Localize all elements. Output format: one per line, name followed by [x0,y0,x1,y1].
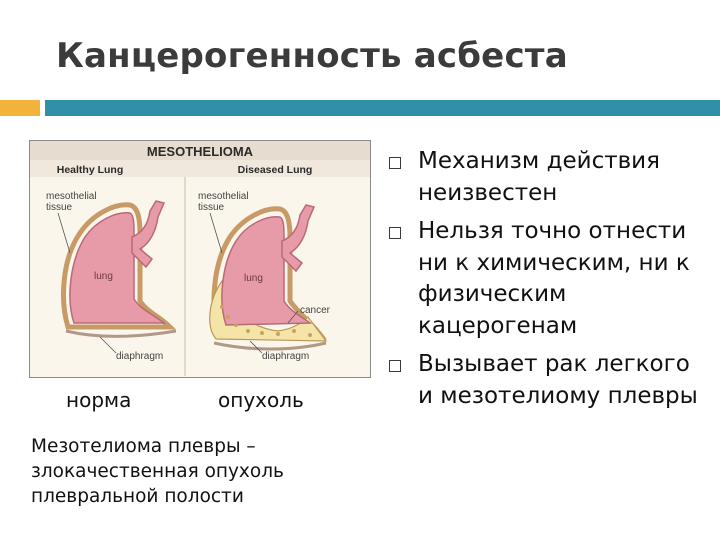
tissue-label-left: tissue [46,202,73,213]
mesothelioma-figure [29,140,371,378]
lung-label-right: lung [244,273,263,284]
mesothelial-pointer-right [210,213,222,253]
bullet-list [388,146,708,419]
healthy-lung-drawing [64,201,176,336]
bullet-text: Вызывает рак легкого и мезотелиому плевры [418,351,698,409]
bullet-item [388,349,708,412]
diaphragm-label-right: diaphragm [262,351,310,362]
square-bullet-icon [389,157,401,169]
bullet-text: Механизм действия неизвестен [418,148,660,206]
diseased-lung-drawing [210,205,326,349]
mesothelioma-illustration [30,141,370,377]
square-bullet-icon [389,360,401,372]
healthy-lung-label: Healthy Lung [56,164,124,176]
diaphragm-pointer-left [100,337,116,353]
diseased-lung-label: Diseased Lung [237,164,313,176]
lung-label-left: lung [94,271,113,282]
accent-bar-orange [0,100,40,116]
tissue-label-right: tissue [198,202,225,213]
bullet-item [388,216,708,342]
bullet-text: Нельзя точно отнести ни к химическим, ни к физическим кацерогенам [418,218,690,339]
caption-tumor: опухоль [218,388,304,412]
figure-heading: MESOTHELIOMA [146,144,254,159]
mesothelial-label-right: mesothelial [198,191,249,202]
mesothelial-label-left: mesothelial [46,191,97,202]
accent-bar-teal [45,100,720,116]
square-bullet-icon [389,227,401,239]
description-text: Мезотелиома плевры – злокачественная опухоль плевральной полости [31,436,284,507]
slide-title: Канцерогенность асбеста [56,36,568,76]
mesothelial-pointer-left [58,213,70,253]
caption-norm: норма [66,388,132,412]
bullet-item [388,146,708,209]
cancer-label: cancer [300,305,331,316]
diaphragm-label-left: diaphragm [116,351,164,362]
